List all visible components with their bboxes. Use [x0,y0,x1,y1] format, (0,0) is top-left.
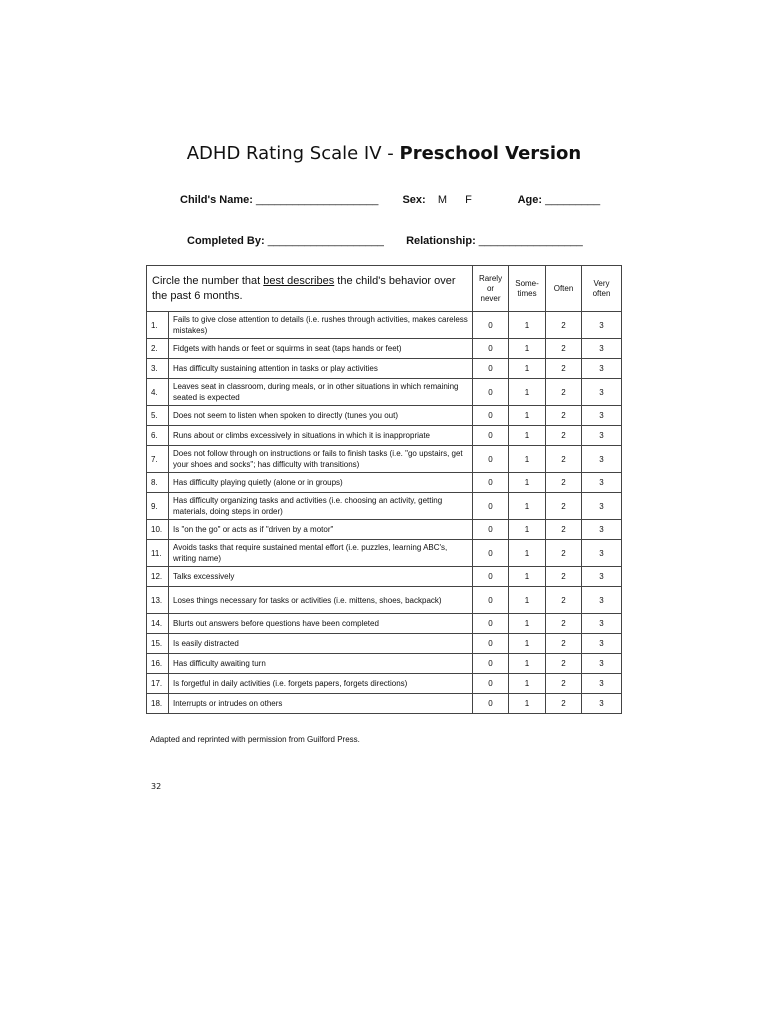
rating-option-3[interactable]: 3 [582,312,622,339]
rating-option-2[interactable]: 2 [546,567,582,587]
page-title [0,143,768,164]
rating-option-0[interactable]: 0 [473,339,509,359]
sex-label: Sex: [402,194,426,206]
item-description: Is "on the go" or acts as if "driven by a motor" [169,520,473,540]
rating-option-0[interactable]: 0 [473,473,509,493]
table-row [147,674,622,694]
rating-option-1[interactable]: 1 [509,540,546,567]
item-description: Fidgets with hands or feet or squirms in seat (taps hands or feet) [169,339,473,359]
item-number: 14. [147,614,169,634]
sex-option-m[interactable]: M [437,194,448,206]
table-row [147,567,622,587]
rating-option-0[interactable]: 0 [473,694,509,714]
child-info-row [180,194,600,206]
rating-option-2[interactable]: 2 [546,674,582,694]
rating-option-3[interactable]: 3 [582,540,622,567]
item-number: 13. [147,587,169,614]
rating-option-1[interactable]: 1 [509,359,546,379]
rating-option-3[interactable]: 3 [582,587,622,614]
item-number: 6. [147,426,169,446]
rating-option-2[interactable]: 2 [546,540,582,567]
rating-option-3[interactable]: 3 [582,520,622,540]
item-description: Has difficulty awaiting turn [169,654,473,674]
rating-option-3[interactable]: 3 [582,654,622,674]
sex-option-f[interactable]: F [465,194,472,206]
item-number: 12. [147,567,169,587]
item-description: Talks excessively [169,567,473,587]
item-description: Interrupts or intrudes on others [169,694,473,714]
header-often: Often [546,266,582,312]
title-bold: Preschool Version [399,143,582,164]
header-rarely-or-never: Rarely or never [473,266,509,312]
instruction-cell [147,266,473,312]
rating-option-0[interactable]: 0 [473,379,509,406]
table-body [147,312,622,714]
rating-option-1[interactable]: 1 [509,674,546,694]
item-description: Does not seem to listen when spoken to directly (tunes you out) [169,406,473,426]
rating-option-1[interactable]: 1 [509,426,546,446]
footer-note: Adapted and reprinted with permission from Guilford Press. [150,735,360,744]
item-number: 4. [147,379,169,406]
rating-option-2[interactable]: 2 [546,312,582,339]
table-row [147,379,622,406]
rating-option-1[interactable]: 1 [509,473,546,493]
rating-option-0[interactable]: 0 [473,540,509,567]
table-row [147,694,622,714]
rating-option-1[interactable]: 1 [509,339,546,359]
item-description: Leaves seat in classroom, during meals, or in other situations in which remaining seated is expected [169,379,473,406]
item-description: Runs about or climbs excessively in situations in which it is inappropriate [169,426,473,446]
relationship-field[interactable]: _________________ [478,235,583,247]
item-number: 3. [147,359,169,379]
item-number: 1. [147,312,169,339]
rating-option-0[interactable]: 0 [473,674,509,694]
rating-option-0[interactable]: 0 [473,359,509,379]
rating-option-3[interactable]: 3 [582,674,622,694]
table-row [147,426,622,446]
instruction-text-underlined: best describes [263,274,335,287]
instruction-text-pre: Circle the number that [152,274,264,287]
table-row [147,654,622,674]
item-number: 2. [147,339,169,359]
rating-option-1[interactable]: 1 [509,446,546,473]
rating-option-3[interactable]: 3 [582,359,622,379]
rating-option-3[interactable]: 3 [582,694,622,714]
rating-option-3[interactable]: 3 [582,339,622,359]
rating-option-2[interactable]: 2 [546,520,582,540]
rating-option-3[interactable]: 3 [582,473,622,493]
completed-by-label: Completed By: [187,235,265,247]
rating-option-3[interactable]: 3 [582,634,622,654]
age-label: Age: [517,194,543,206]
rating-option-3[interactable]: 3 [582,426,622,446]
item-number: 7. [147,446,169,473]
table-row [147,634,622,654]
rating-option-2[interactable]: 2 [546,359,582,379]
rating-option-0[interactable]: 0 [473,406,509,426]
item-number: 16. [147,654,169,674]
rating-option-1[interactable]: 1 [509,634,546,654]
table-row [147,473,622,493]
item-number: 15. [147,634,169,654]
item-description: Fails to give close attention to details (i.e. rushes through activities, makes careless mistakes) [169,312,473,339]
rating-option-0[interactable]: 0 [473,567,509,587]
rating-option-1[interactable]: 1 [509,406,546,426]
rating-option-3[interactable]: 3 [582,614,622,634]
rating-option-1[interactable]: 1 [509,567,546,587]
item-description: Avoids tasks that require sustained mental effort (i.e. puzzles, learning ABC's, writing name) [169,540,473,567]
rating-option-2[interactable]: 2 [546,587,582,614]
rating-option-2[interactable]: 2 [546,426,582,446]
relationship-label: Relationship: [406,235,476,247]
rating-option-1[interactable]: 1 [509,614,546,634]
item-description: Has difficulty playing quietly (alone or in groups) [169,473,473,493]
table-row [147,614,622,634]
item-description: Has difficulty organizing tasks and activities (i.e. choosing an activity, getting materials, doing steps in order) [169,493,473,520]
table-row [147,587,622,614]
title-regular: ADHD Rating Scale IV - [186,143,400,164]
rating-option-0[interactable]: 0 [473,654,509,674]
table-row [147,339,622,359]
item-description: Is forgetful in daily activities (i.e. forgets papers, forgets directions) [169,674,473,694]
rating-option-2[interactable]: 2 [546,614,582,634]
rating-option-2[interactable]: 2 [546,493,582,520]
rating-option-1[interactable]: 1 [509,520,546,540]
table-row [147,406,622,426]
rating-option-2[interactable]: 2 [546,654,582,674]
rating-option-1[interactable]: 1 [509,694,546,714]
rating-option-3[interactable]: 3 [582,446,622,473]
header-very-often: Very often [582,266,622,312]
header-sometimes: Some-times [509,266,546,312]
table-row [147,520,622,540]
rating-option-0[interactable]: 0 [473,587,509,614]
rating-option-1[interactable]: 1 [509,379,546,406]
table-row [147,446,622,473]
item-description: Is easily distracted [169,634,473,654]
item-description: Blurts out answers before questions have been completed [169,614,473,634]
rating-option-3[interactable]: 3 [582,379,622,406]
rating-option-2[interactable]: 2 [546,406,582,426]
child-name-label: Child's Name: [180,194,253,206]
table-row [147,540,622,567]
item-number: 9. [147,493,169,520]
age-field[interactable]: _________ [545,194,601,206]
table-row [147,359,622,379]
rating-option-1[interactable]: 1 [509,587,546,614]
rating-option-0[interactable]: 0 [473,634,509,654]
rating-option-2[interactable]: 2 [546,634,582,654]
rating-option-0[interactable]: 0 [473,426,509,446]
item-number: 5. [147,406,169,426]
item-number: 18. [147,694,169,714]
table-header-row [147,266,622,312]
rating-option-2[interactable]: 2 [546,339,582,359]
item-number: 10. [147,520,169,540]
rating-option-3[interactable]: 3 [582,567,622,587]
rating-option-0[interactable]: 0 [473,312,509,339]
item-description: Loses things necessary for tasks or activities (i.e. mittens, shoes, backpack) [169,587,473,614]
rating-option-3[interactable]: 3 [582,406,622,426]
completed-by-row [187,235,583,247]
rating-option-3[interactable]: 3 [582,493,622,520]
table-row [147,493,622,520]
rating-option-2[interactable]: 2 [546,694,582,714]
item-description: Has difficulty sustaining attention in tasks or play activities [169,359,473,379]
rating-option-0[interactable]: 0 [473,446,509,473]
instruction-text-post: the child's behavior over the past 6 months. [152,274,456,302]
rating-option-2[interactable]: 2 [546,473,582,493]
item-number: 11. [147,540,169,567]
rating-option-1[interactable]: 1 [509,312,546,339]
rating-option-0[interactable]: 0 [473,493,509,520]
rating-option-1[interactable]: 1 [509,654,546,674]
rating-option-1[interactable]: 1 [509,493,546,520]
rating-option-2[interactable]: 2 [546,446,582,473]
page-number: 32 [151,782,162,791]
table-row [147,312,622,339]
rating-option-0[interactable]: 0 [473,520,509,540]
child-name-field[interactable]: ____________________ [255,194,379,206]
item-description: Does not follow through on instructions or fails to finish tasks (i.e. "go upstairs, get your shoes and socks"; has difficulty with transitions) [169,446,473,473]
rating-option-2[interactable]: 2 [546,379,582,406]
rating-option-0[interactable]: 0 [473,614,509,634]
rating-table [146,265,622,714]
item-number: 17. [147,674,169,694]
item-number: 8. [147,473,169,493]
completed-by-field[interactable]: ___________________ [267,235,384,247]
